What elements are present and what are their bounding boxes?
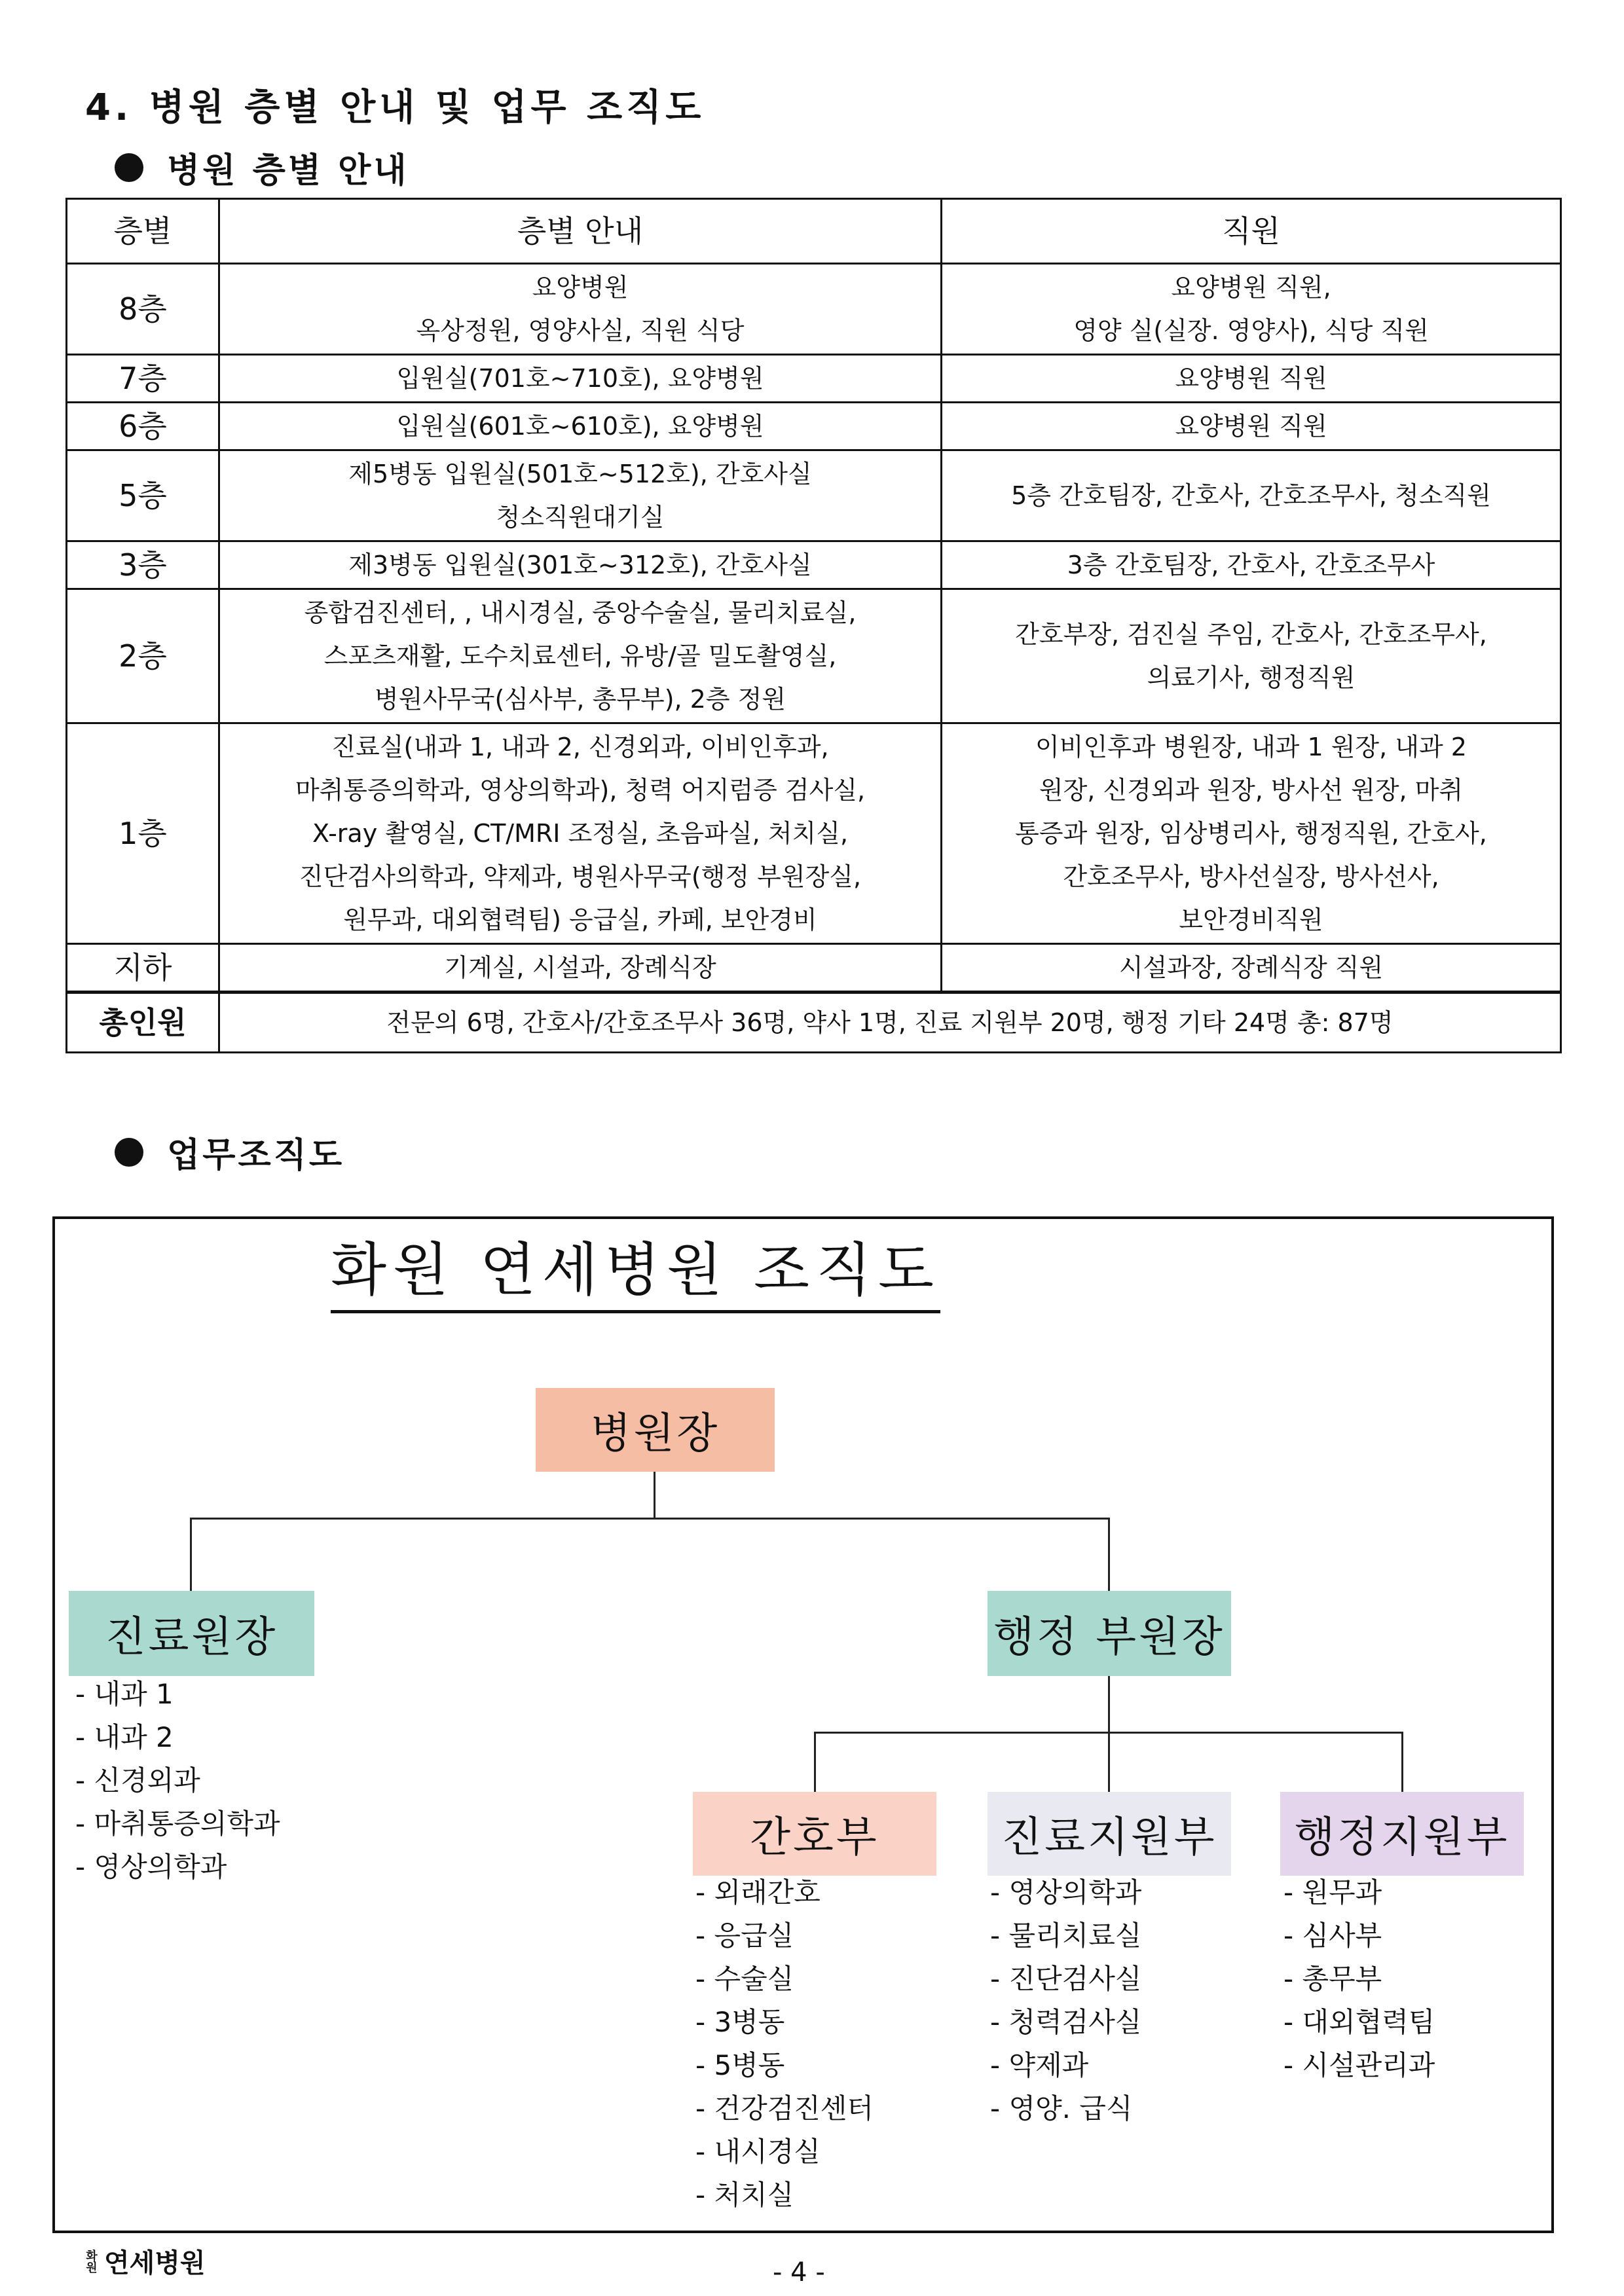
node-admin-support-label: 행정지원부 [1294, 1813, 1510, 1862]
list-item: - 청력검사실 [990, 2006, 1142, 2038]
staff-cell [942, 944, 1561, 993]
staff-line: 요양병원 직원, [1171, 273, 1331, 302]
floor-label: 8층 [119, 291, 167, 327]
list-item: - 내과 1 [75, 1678, 174, 1710]
staff-line: 시설과장, 장례식장 직원 [1118, 953, 1384, 982]
list-item: - 영상의학과 [990, 1876, 1142, 1908]
floor-cell [67, 450, 219, 541]
node-medical-chief [69, 1591, 314, 1676]
list-item: - 총무부 [1283, 1963, 1382, 1995]
node-director-label: 병원장 [590, 1410, 720, 1458]
guide-line: 제5병동 입원실(501호~512호), 간호사실 [348, 460, 812, 488]
guide-line: 청소직원대기실 [496, 503, 665, 532]
guide-line: 마취통증의학과, 영상의학과), 청력 어지럼증 검사실, [295, 776, 866, 805]
floor-cell [67, 264, 219, 355]
table-row [67, 589, 1561, 723]
node-nursing-label: 간호부 [750, 1813, 879, 1862]
guide-cell [219, 589, 942, 723]
list-item: - 대외협력팀 [1283, 2006, 1435, 2038]
org-chart-title: 화원 연세병원 조직도 [331, 1234, 940, 1313]
floor-guide-heading-text: 병원 층별 안내 [167, 151, 409, 191]
staff-line: 간호조무사, 방사선실장, 방사선사, [1063, 862, 1439, 891]
logo-text: 연세병원 [104, 2248, 206, 2278]
list-item: - 건강검진센터 [695, 2092, 874, 2124]
staff-line: 간호부장, 검진실 주임, 간호사, 간호조무사, [1015, 620, 1487, 649]
total-label: 총인원 [67, 993, 219, 1053]
guide-line: 입원실(601호~610호), 요양병원 [396, 412, 764, 441]
guide-line: 기계실, 시설과, 장례식장 [444, 953, 716, 982]
staff-line: 영양 실(실장. 영양사), 식당 직원 [1073, 316, 1429, 345]
list-item: - 내시경실 [695, 2136, 821, 2168]
node-admin-support [1280, 1792, 1524, 1876]
staff-line: 요양병원 직원 [1175, 412, 1327, 441]
guide-line: 스포츠재활, 도수치료센터, 유방/골 밀도촬영실, [323, 642, 837, 670]
floor-label: 7층 [119, 361, 167, 396]
staff-line: 원장, 신경외과 원장, 방사선 원장, 마취 [1039, 776, 1464, 805]
staff-line: 이비인후과 병원장, 내과 1 원장, 내과 2 [1035, 733, 1467, 761]
bullet-icon [115, 1138, 143, 1167]
list-item: - 원무과 [1283, 1876, 1382, 1908]
floor-label: 3층 [119, 547, 167, 583]
staff-line: 3층 간호팀장, 간호사, 간호조무사 [1067, 551, 1435, 579]
table-row [67, 541, 1561, 589]
floor-label: 1층 [119, 816, 167, 851]
floor-label: 2층 [119, 638, 167, 674]
list-item: - 처치실 [695, 2179, 794, 2211]
connector-line [654, 1472, 655, 1519]
guide-cell [219, 541, 942, 589]
connector-line [190, 1518, 1110, 1520]
header-guide: 층별 안내 [219, 199, 942, 264]
guide-line: 진료실(내과 1, 내과 2, 신경외과, 이비인후과, [331, 733, 829, 761]
table-header-row [67, 199, 1561, 264]
list-item: - 시설관리과 [1283, 2049, 1435, 2081]
list-item: - 응급실 [695, 1920, 794, 1952]
guide-line: X-ray 촬영실, CT/MRI 조정실, 초음파실, 처치실, [312, 819, 849, 848]
guide-line: 입원실(701호~710호), 요양병원 [396, 364, 764, 393]
list-item: - 영상의학과 [75, 1851, 227, 1883]
list-item: - 마취통증의학과 [75, 1808, 280, 1840]
floor-label: 지하 [113, 950, 172, 985]
org-heading-text: 업무조직도 [167, 1136, 345, 1175]
guide-line: 종합검진센터, , 내시경실, 중앙수술실, 물리치료실, [304, 598, 857, 627]
node-admin-vice [987, 1591, 1231, 1676]
guide-line: 요양병원 [532, 273, 629, 302]
list-item: - 내과 2 [75, 1721, 174, 1753]
node-medical-chief-label: 진료원장 [105, 1613, 278, 1662]
staff-line: 요양병원 직원 [1175, 364, 1327, 393]
medical-chief-list [75, 1673, 280, 1889]
section-title: 4. 병원 층별 안내 및 업무 조직도 [85, 86, 705, 129]
guide-cell [219, 450, 942, 541]
guide-cell [219, 264, 942, 355]
list-item: - 약제과 [990, 2049, 1089, 2081]
floor-label: 6층 [119, 409, 167, 444]
list-item: - 5병동 [695, 2049, 785, 2081]
header-staff: 직원 [942, 199, 1561, 264]
floor-cell [67, 944, 219, 993]
floor-cell [67, 403, 219, 450]
connector-line [1108, 1732, 1110, 1792]
floor-cell [67, 541, 219, 589]
connector-line [1108, 1676, 1110, 1734]
floor-guide-table [65, 198, 1562, 1053]
staff-line: 의료기사, 행정직원 [1147, 663, 1356, 692]
bullet-icon [115, 153, 143, 182]
floor-cell [67, 355, 219, 403]
node-director [536, 1388, 775, 1472]
guide-line: 병원사무국(심사부, 총무부), 2층 정원 [374, 685, 786, 714]
floor-guide-heading [115, 143, 409, 192]
guide-line: 진단검사의학과, 약제과, 병원사무국(행정 부원장실, [299, 862, 862, 891]
connector-line [190, 1518, 192, 1591]
guide-line: 옥상정원, 영양사실, 직원 식당 [416, 316, 745, 345]
list-item: - 3병동 [695, 2006, 785, 2038]
nursing-list [695, 1871, 874, 2217]
guide-cell [219, 355, 942, 403]
staff-cell [942, 403, 1561, 450]
table-row [67, 355, 1561, 403]
connector-line [1108, 1518, 1110, 1591]
list-item: - 진단검사실 [990, 1963, 1142, 1995]
staff-cell [942, 723, 1561, 944]
table-row [67, 450, 1561, 541]
org-heading [115, 1127, 344, 1176]
staff-cell [942, 355, 1561, 403]
node-admin-vice-label: 행정 부원장 [993, 1613, 1225, 1662]
table-row [67, 944, 1561, 993]
page-number: - 4 - [773, 2257, 825, 2287]
connector-line [814, 1732, 816, 1792]
staff-cell [942, 450, 1561, 541]
node-medical-support [987, 1792, 1231, 1876]
hospital-logo [82, 2242, 206, 2280]
guide-line: 제3병동 입원실(301호~312호), 간호사실 [348, 551, 812, 579]
guide-cell [219, 403, 942, 450]
staff-cell [942, 264, 1561, 355]
table-row [67, 264, 1561, 355]
list-item: - 영양. 급식 [990, 2092, 1133, 2124]
staff-line: 통증과 원장, 임상병리사, 행정직원, 간호사, [1015, 819, 1487, 848]
list-item: - 외래간호 [695, 1876, 821, 1908]
connector-line [1401, 1732, 1403, 1792]
list-item: - 수술실 [695, 1963, 794, 1995]
admin-support-list [1283, 1871, 1435, 2087]
total-row [67, 993, 1561, 1053]
staff-line: 5층 간호팀장, 간호사, 간호조무사, 청소직원 [1011, 481, 1491, 510]
total-text: 전문의 6명, 간호사/간호조무사 36명, 약사 1명, 진료 지원부 20명, 행정 기타 24명 총: 87명 [219, 993, 1561, 1053]
logo-mark: 화원 [84, 2249, 98, 2273]
medical-support-list [990, 1871, 1141, 2130]
header-floor: 층별 [67, 199, 219, 264]
staff-cell [942, 541, 1561, 589]
floor-rows [67, 264, 1561, 993]
staff-line: 보안경비직원 [1179, 905, 1323, 934]
list-item: - 신경외과 [75, 1764, 200, 1796]
table-row [67, 403, 1561, 450]
staff-cell [942, 589, 1561, 723]
list-item: - 물리치료실 [990, 1920, 1142, 1952]
floor-cell [67, 589, 219, 723]
table-row [67, 723, 1561, 944]
floor-cell [67, 723, 219, 944]
guide-line: 원무과, 대외협력팀) 응급실, 카페, 보안경비 [343, 905, 817, 934]
floor-label: 5층 [119, 478, 167, 513]
guide-cell [219, 723, 942, 944]
node-nursing [693, 1792, 936, 1876]
guide-cell [219, 944, 942, 993]
node-medical-support-label: 진료지원부 [1001, 1813, 1217, 1862]
list-item: - 심사부 [1283, 1920, 1382, 1952]
